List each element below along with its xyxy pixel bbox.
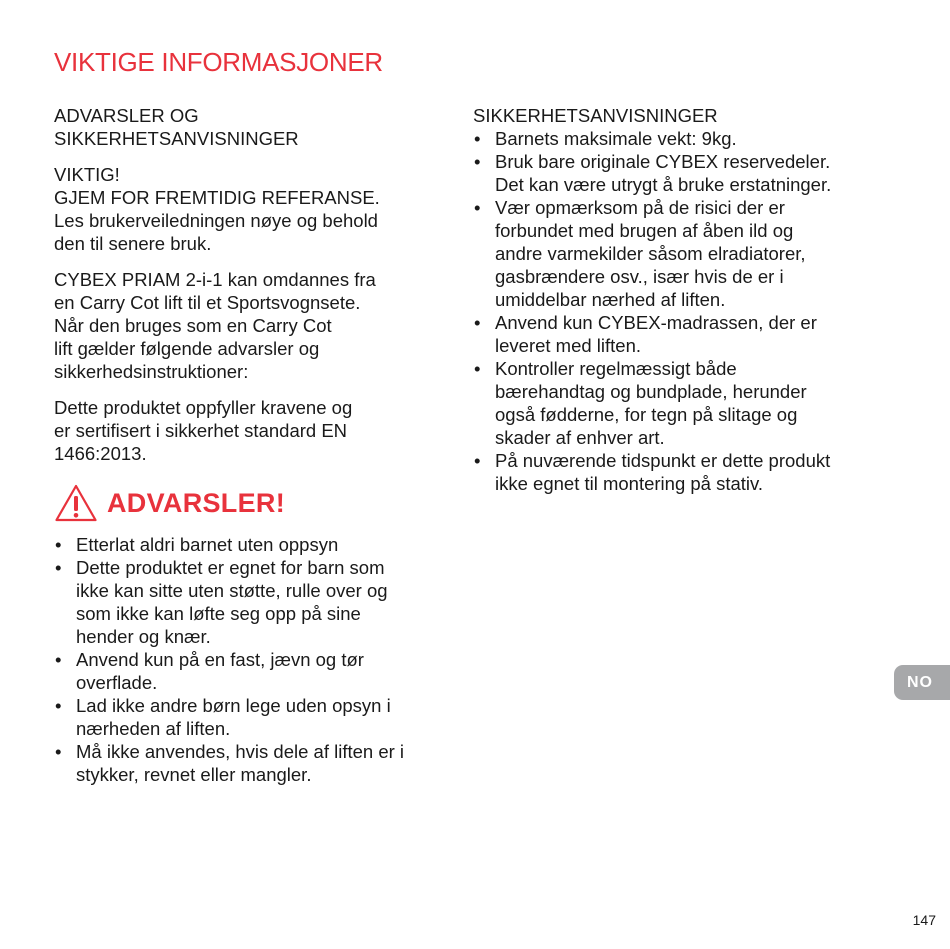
list-item-line: • Anvend kun på en fast, jævn og tør — [76, 649, 364, 670]
language-tab: NO — [894, 665, 950, 700]
list-item — [54, 556, 434, 648]
list-item-line: • Bruk bare originale CYBEX reservedeler. — [495, 151, 831, 172]
list-item — [473, 127, 873, 150]
warning-heading — [54, 483, 434, 523]
list-item — [473, 357, 873, 449]
conversion-paragraph — [54, 268, 434, 383]
section-heading — [54, 104, 434, 150]
list-item-line: • Lad ikke andre børn lege uden opsyn i — [76, 695, 391, 716]
list-item — [54, 533, 434, 556]
list-item-line: umiddelbar nærhed af liften. — [495, 289, 726, 310]
list-item-line: leveret med liften. — [495, 335, 642, 356]
list-item-line: forbundet med brugen af åben ild og — [495, 220, 794, 241]
list-item — [473, 311, 873, 357]
list-item-line: Det kan være utrygt å bruke erstatninger. — [495, 174, 832, 195]
left-column — [54, 104, 434, 786]
list-item-line: • Etterlat aldri barnet uten oppsyn — [76, 534, 339, 555]
warning-title: ADVARSLER! — [107, 487, 285, 518]
standard-paragraph — [54, 396, 434, 465]
list-item — [54, 648, 434, 694]
list-item — [54, 740, 434, 786]
list-item-line: • Barnets maksimale vekt: 9kg. — [495, 128, 737, 149]
list-item-line: • Anvend kun CYBEX-madrassen, der er — [495, 312, 817, 333]
list-item-line: gasbrændere osv., især hvis de er i — [495, 266, 784, 287]
list-item-line: nærheden af liften. — [76, 718, 231, 739]
list-item-line: stykker, revnet eller mangler. — [76, 764, 312, 785]
list-item-line: skader af enhver art. — [495, 427, 665, 448]
list-item-line: • Kontroller regelmæssigt både — [495, 358, 737, 379]
list-item-line: hender og knær. — [76, 626, 211, 647]
important-notice — [54, 163, 434, 255]
warning-list — [54, 533, 434, 786]
paragraph-line: CYBEX PRIAM 2-i-1 kan omdannes fra — [54, 269, 376, 290]
paragraph-line: sikkerhedsinstruktioner: — [54, 361, 249, 382]
paragraph-line: Dette produktet oppfyller kravene og — [54, 397, 353, 418]
paragraph-line: 1466:2013. — [54, 443, 147, 464]
paragraph-line: er sertifisert i sikkerhet standard EN — [54, 420, 348, 441]
intro-line: den til senere bruk. — [54, 233, 212, 254]
list-item — [473, 449, 873, 495]
warning-triangle-icon — [54, 483, 98, 523]
list-item-line: bærehandtag og bundplade, herunder — [495, 381, 807, 402]
list-item-line: ikke kan sitte uten støtte, rulle over og — [76, 580, 388, 601]
important-line: GJEM FOR FREMTIDIG REFERANSE. — [54, 187, 380, 208]
list-item — [54, 694, 434, 740]
list-item-line: ikke egnet til montering på stativ. — [495, 473, 764, 494]
paragraph-line: en Carry Cot lift til et Sportsvognsete. — [54, 292, 361, 313]
list-item — [473, 150, 873, 196]
list-item-line: overflade. — [76, 672, 158, 693]
list-item-line: også fødderne, for tegn på slitage og — [495, 404, 798, 425]
list-item-line: • Vær opmærksom på de risici der er — [495, 197, 785, 218]
page-number: 147 — [912, 912, 936, 928]
right-column — [473, 104, 873, 495]
list-item-line: som ikke kan løfte seg opp på sine — [76, 603, 361, 624]
heading-line: ADVARSLER OG — [54, 105, 199, 126]
list-item-line: andre varmekilder såsom elradiatorer, — [495, 243, 806, 264]
list-item — [473, 196, 873, 311]
list-item-line: • På nuværende tidspunkt er dette produkt — [495, 450, 831, 471]
paragraph-line: lift gælder følgende advarsler og — [54, 338, 320, 359]
page-title: VIKTIGE INFORMASJONER — [54, 47, 383, 77]
heading-line: SIKKERHETSANVISNINGER — [54, 128, 299, 149]
intro-line: Les brukerveiledningen nøye og behold — [54, 210, 378, 231]
list-item-line: • Må ikke anvendes, hvis dele af liften er i — [76, 741, 405, 762]
important-line: VIKTIG! — [54, 164, 120, 185]
paragraph-line: Når den bruges som en Carry Cot — [54, 315, 332, 336]
safety-list — [473, 127, 873, 495]
list-item-line: • Dette produktet er egnet for barn som — [76, 557, 385, 578]
section-heading: SIKKERHETSANVISNINGER — [473, 105, 718, 126]
